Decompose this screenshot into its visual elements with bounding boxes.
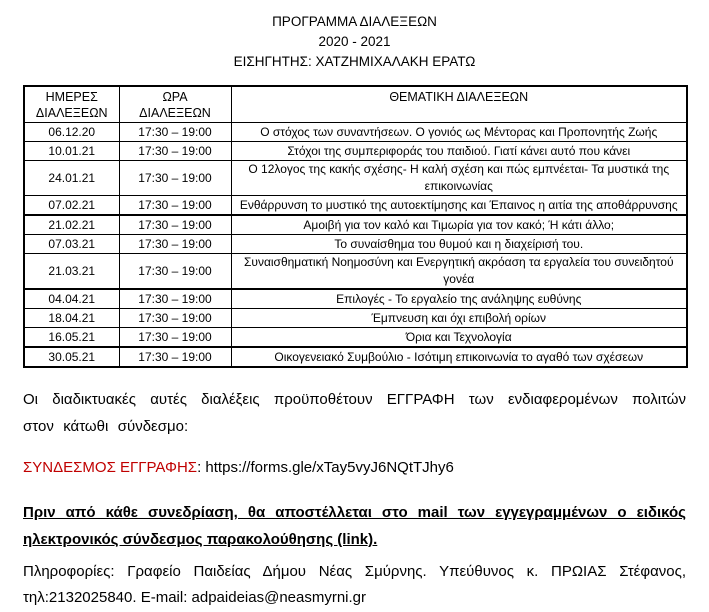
date-cell: 04.04.21: [24, 289, 119, 309]
table-row: [24, 254, 687, 290]
time-cell: 17:30 – 19:00: [119, 347, 231, 367]
time-cell: 17:30 – 19:00: [119, 142, 231, 161]
table-row: [24, 289, 687, 309]
time-cell: 17:30 – 19:00: [119, 254, 231, 290]
col-header-time-line2: ΔΙΑΛΕΞΕΩΝ: [139, 106, 211, 120]
lectures-table: [23, 85, 688, 368]
time-cell: 17:30 – 19:00: [119, 235, 231, 254]
topic-cell: Ο στόχος των συναντήσεων. Ο γονιός ως Μέντορας και Προπονητής Ζωής: [231, 123, 687, 142]
topic-cell: Όρια και Τεχνολογία: [231, 328, 687, 348]
date-cell: 21.02.21: [24, 215, 119, 235]
table-row: [24, 347, 687, 367]
time-cell: 17:30 – 19:00: [119, 328, 231, 348]
registration-paragraph: Οι διαδικτυακές αυτές διαλέξεις προϋποθέτουν ΕΓΓΡΑΦΗ των ενδιαφερομένων πολιτών στον κάτωθι σύνδεσμο:: [23, 391, 686, 435]
date-cell: 21.03.21: [24, 254, 119, 290]
time-cell: 17:30 – 19:00: [119, 196, 231, 216]
time-cell: 17:30 – 19:00: [119, 161, 231, 196]
info-text: Πληροφορίες: Γραφείο Παιδείας Δήμου Νέας Σμύρνης. Υπεύθυνος κ. ΠΡΩΙΑΣ Στέφανος, τηλ:2132025840. E-mail:: [23, 563, 686, 606]
registration-link-url[interactable]: https://forms.gle/xTay5vyJ6NQtTJhy6: [205, 459, 454, 476]
topic-cell: Το συναίσθημα του θυμού και η διαχείρισή του.: [231, 235, 687, 254]
topic-cell: Στόχοι της συμπεριφοράς του παιδιού. Γιατί κάνει αυτό που κάνει: [231, 142, 687, 161]
date-cell: 18.04.21: [24, 309, 119, 328]
table-row: [24, 123, 687, 142]
date-cell: 07.03.21: [24, 235, 119, 254]
col-header-dates: [24, 86, 119, 123]
date-cell: 24.01.21: [24, 161, 119, 196]
col-header-time-line1: ΩΡΑ: [162, 90, 188, 104]
date-cell: 16.05.21: [24, 328, 119, 348]
lectures-table-body: [24, 123, 687, 368]
mail-note-paragraph: Πριν από κάθε συνεδρίαση, θα αποστέλλεται στο mail των εγγεγραμμένων ο ειδικός ηλεκτρονικός σύνδεσμος παρακολούθησης (link).: [23, 504, 686, 548]
col-header-dates-line2: ΔΙΑΛΕΞΕΩΝ: [35, 106, 108, 120]
table-row: [24, 142, 687, 161]
topic-cell: Επιλογές - Το εργαλείο της ανάληψης ευθύνης: [231, 289, 687, 309]
doc-presenter: ΕΙΣΗΓΗΤΗΣ: ΧΑΤΖΗΜΙΧΑΛΑΚΗ ΕΡΑΤΩ: [233, 54, 476, 69]
col-header-topic-line1: ΘΕΜΑΤΙΚΗ ΔΙΑΛΕΞΕΩΝ: [389, 90, 529, 104]
time-cell: 17:30 – 19:00: [119, 309, 231, 328]
table-row: [24, 196, 687, 216]
topic-cell: Έμπνευση και όχι επιβολή ορίων: [231, 309, 687, 328]
topic-cell: Αμοιβή για τον καλό και Τιμωρία για τον κακό; Ή κάτι άλλο;: [231, 215, 687, 235]
time-cell: 17:30 – 19:00: [119, 123, 231, 142]
topic-cell: Ενθάρρυνση το μυστικό της αυτοεκτίμησης και Έπαινος η αιτία της αποθάρρυνσης: [231, 196, 687, 216]
title-block: [23, 12, 686, 72]
info-paragraph: [23, 559, 686, 611]
doc-title: ΠΡΟΓΡΑΜΜΑ ΔΙΑΛΕΞΕΩΝ: [272, 14, 437, 29]
topic-cell: Ο 12λογος της κακής σχέσης- Η καλή σχέση και πώς εμπνέεται- Τα μυστικά της επικοινωνίας: [231, 161, 687, 196]
date-cell: 30.05.21: [24, 347, 119, 367]
link-colon: :: [197, 459, 206, 476]
table-row: [24, 309, 687, 328]
doc-years: 2020 - 2021: [318, 34, 391, 49]
registration-link-line: [23, 454, 686, 481]
table-row: [24, 161, 687, 196]
topic-cell: Οικογενειακό Συμβούλιο - Ισότιμη επικοινωνία το αγαθό των σχέσεων: [231, 347, 687, 367]
time-cell: 17:30 – 19:00: [119, 215, 231, 235]
table-row: [24, 215, 687, 235]
table-header-row: [24, 86, 687, 123]
date-cell: 06.12.20: [24, 123, 119, 142]
table-row: [24, 328, 687, 348]
date-cell: 07.02.21: [24, 196, 119, 216]
topic-cell: Συναισθηματική Νοημοσύνη και Ενεργητική ακρόαση τα εργαλεία του συνειδητού γονέα: [231, 254, 687, 290]
col-header-time: [119, 86, 231, 123]
date-cell: 10.01.21: [24, 142, 119, 161]
col-header-topic: [231, 86, 687, 123]
time-cell: 17:30 – 19:00: [119, 289, 231, 309]
email-address[interactable]: adpaideias@neasmyrni.gr: [191, 589, 367, 606]
table-row: [24, 235, 687, 254]
link-label: ΣΥΝΔΕΣΜΟΣ ΕΓΓΡΑΦΗΣ: [23, 459, 198, 476]
col-header-dates-line1: ΗΜΕΡΕΣ: [45, 90, 98, 104]
